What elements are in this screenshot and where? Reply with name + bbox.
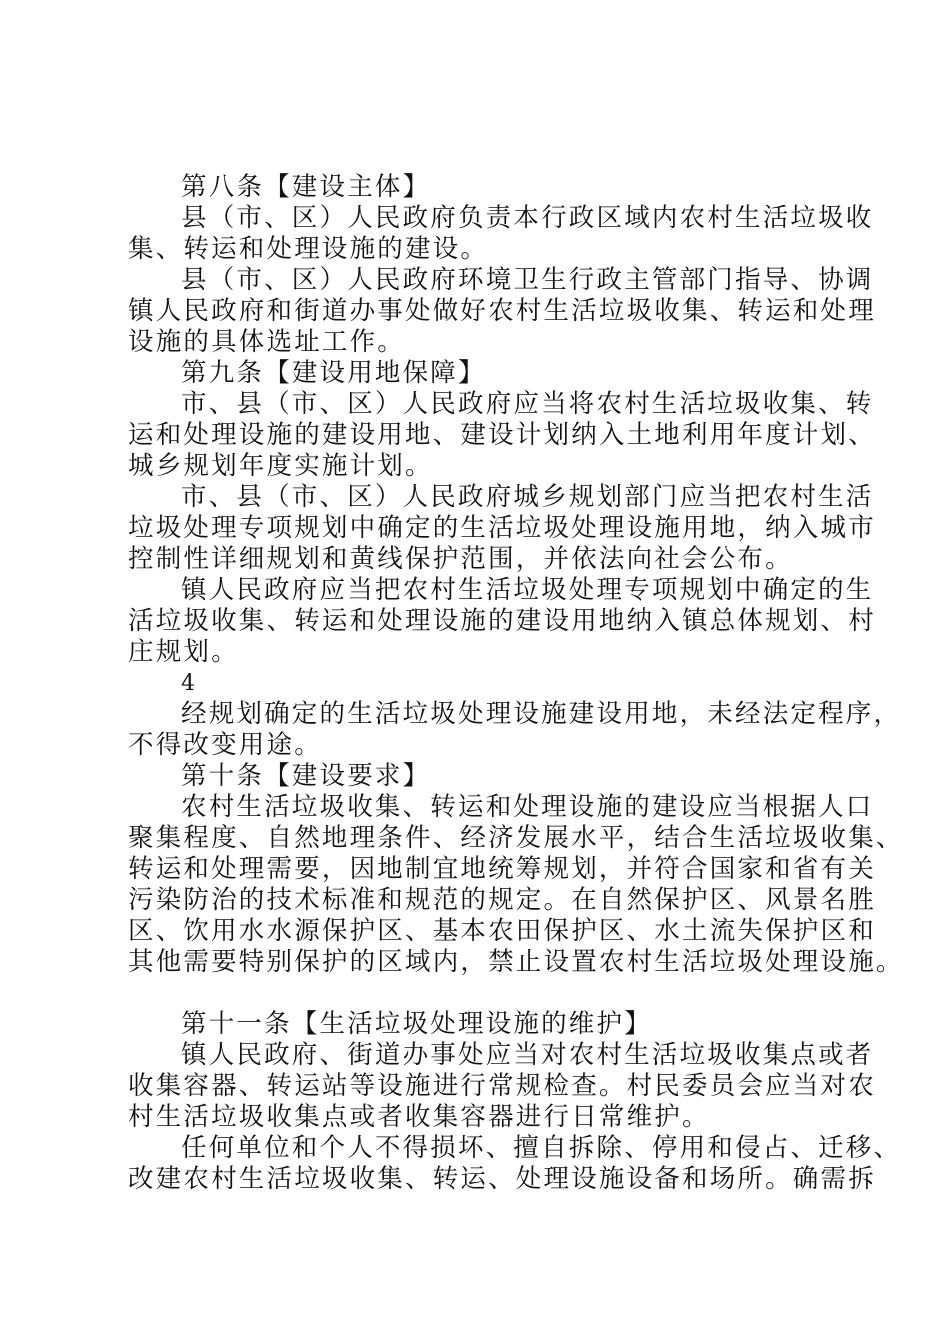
paragraph-line: 经规划确定的生活垃圾处理设施建设用地，未经法定程序， — [181, 699, 902, 729]
paragraph-line: 县（市、区）人民政府负责本行政区域内农村生活垃圾收 — [181, 203, 874, 233]
paragraph-line: 垃圾处理专项规划中确定的生活垃圾处理设施用地，纳入城市 — [128, 513, 876, 543]
paragraph-line: 镇人民政府和街道办事处做好农村生活垃圾收集、转运和处理 — [128, 296, 876, 326]
paragraph-line: 区、饮用水水源保护区、基本农田保护区、水土流失保护区和 — [128, 916, 876, 946]
paragraph-line: 县（市、区）人民政府环境卫生行政主管部门指导、协调 — [181, 265, 874, 295]
paragraph-line: 设施的具体选址工作。 — [128, 327, 406, 357]
article-11-heading: 第十一条【生活垃圾处理设施的维护】 — [181, 1009, 652, 1039]
paragraph-line: 城乡规划年度实施计划。 — [128, 451, 433, 481]
paragraph-line: 收集容器、转运站等设施进行常规检查。村民委员会应当对农 — [128, 1071, 876, 1101]
paragraph-line: 村生活垃圾收集点或者收集容器进行日常维护。 — [128, 1102, 710, 1132]
document-page — [128, 172, 904, 1195]
paragraph-line: 市、县（市、区）人民政府城乡规划部门应当把农村生活 — [181, 482, 874, 512]
paragraph-line: 运和处理设施的建设用地、建设计划纳入土地利用年度计划、 — [128, 420, 876, 450]
paragraph-spacer — [128, 978, 838, 1009]
page-number: 4 — [181, 671, 198, 696]
article-10-heading: 第十条【建设要求】 — [181, 761, 431, 791]
paragraph-line: 聚集程度、自然地理条件、经济发展水平，结合生活垃圾收集、 — [128, 823, 904, 853]
paragraph-line: 任何单位和个人不得损坏、擅自拆除、停用和侵占、迁移、 — [181, 1133, 902, 1163]
paragraph-line: 活垃圾收集、转运和处理设施的建设用地纳入镇总体规划、村 — [128, 606, 876, 636]
paragraph-line: 镇人民政府应当把农村生活垃圾处理专项规划中确定的生 — [181, 575, 874, 605]
paragraph-line: 市、县（市、区）人民政府应当将农村生活垃圾收集、转 — [181, 389, 874, 419]
article-8-heading: 第八条【建设主体】 — [181, 172, 431, 202]
paragraph-line: 转运和处理需要，因地制宜地统筹规划，并符合国家和省有关 — [128, 854, 876, 884]
paragraph-line: 其他需要特别保护的区域内，禁止设置农村生活垃圾处理设施。 — [128, 947, 904, 977]
paragraph-line: 不得改变用途。 — [128, 730, 322, 760]
paragraph-line: 庄规划。 — [128, 637, 239, 667]
paragraph-line: 控制性详细规划和黄线保护范围，并依法向社会公布。 — [128, 544, 793, 574]
paragraph-line: 农村生活垃圾收集、转运和处理设施的建设应当根据人口 — [181, 792, 874, 822]
paragraph-line: 污染防治的技术标准和规范的规定。在自然保护区、风景名胜 — [128, 885, 876, 915]
paragraph-line: 集、转运和处理设施的建设。 — [128, 234, 489, 264]
paragraph-line: 镇人民政府、街道办事处应当对农村生活垃圾收集点或者 — [181, 1040, 874, 1070]
article-9-heading: 第九条【建设用地保障】 — [181, 358, 486, 388]
paragraph-line: 改建农村生活垃圾收集、转运、处理设施设备和场所。确需拆 — [128, 1164, 876, 1194]
